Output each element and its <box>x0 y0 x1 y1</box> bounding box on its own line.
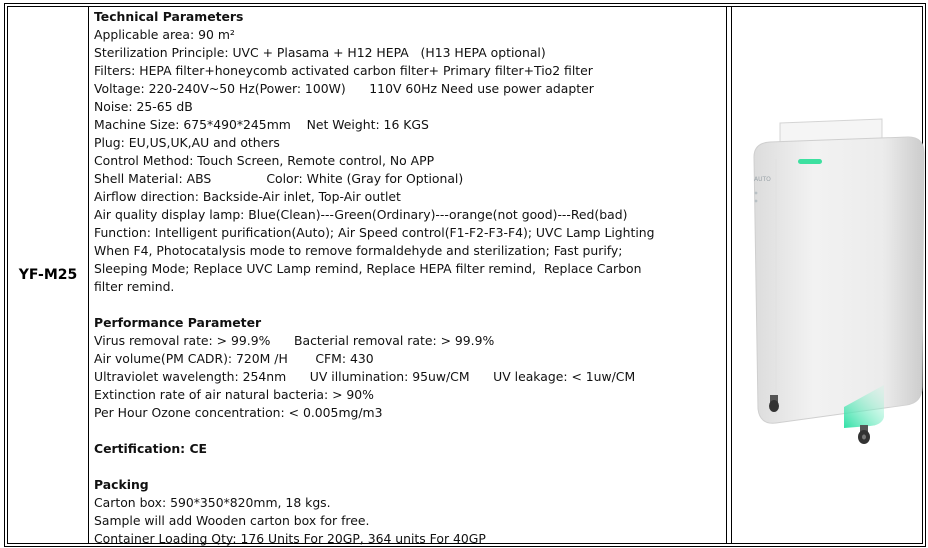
spacer <box>94 422 726 440</box>
technical-line: filter remind. <box>94 279 175 294</box>
specs-cell <box>89 7 727 546</box>
control-panel-label: AUTO <box>754 176 771 183</box>
packing-line: Container Loading Qty: 176 Units For 20GP, 364 units For 40GP <box>94 531 486 546</box>
performance-heading: Performance Parameter <box>94 315 262 330</box>
technical-line: Noise: 25-65 dB <box>94 99 193 114</box>
technical-line: Filters: HEPA filter+honeycomb activated carbon filter+ Primary filter+Tio2 filter <box>94 63 593 78</box>
control-dot-shape <box>755 200 758 203</box>
performance-line: Per Hour Ozone concentration: < 0.005mg/m3 <box>94 405 383 420</box>
performance-line: Extinction rate of air natural bacteria: > 90% <box>94 387 374 402</box>
side-panel-shape <box>890 137 924 407</box>
technical-line: Applicable area: 90 m² <box>94 27 235 42</box>
technical-line: Air quality display lamp: Blue(Clean)---Green(Ordinary)---orange(not good)---Red(bad) <box>94 207 628 222</box>
model-name: YF-M25 <box>18 267 78 283</box>
performance-line: Virus removal rate: > 99.9% Bacterial removal rate: > 99.9% <box>94 333 495 348</box>
technical-line: Shell Material: ABS Color: White (Gray for Optional) <box>94 171 464 186</box>
technical-line: Control Method: Touch Screen, Remote control, No APP <box>94 153 435 168</box>
technical-heading: Technical Parameters <box>94 9 244 24</box>
spec-table-inner <box>7 6 923 544</box>
performance-line: Ultraviolet wavelength: 254nm UV illumination: 95uw/CM UV leakage: < 1uw/CM <box>94 369 636 384</box>
model-cell <box>8 7 89 543</box>
air-purifier-image <box>732 7 928 547</box>
wheel-left-shape <box>769 400 779 412</box>
control-dot-shape <box>755 192 758 195</box>
spacer <box>94 296 726 314</box>
technical-line: Machine Size: 675*490*245mm Net Weight: 16 KGS <box>94 117 429 132</box>
product-image-cell <box>731 7 922 543</box>
technical-line: Sleeping Mode; Replace UVC Lamp remind, Replace HEPA filter remind, Replace Carbon <box>94 261 642 276</box>
technical-line: Plug: EU,US,UK,AU and others <box>94 135 280 150</box>
spacer <box>94 458 726 476</box>
wheel-hub-shape <box>862 435 866 440</box>
technical-line: When F4, Photocatalysis mode to remove formaldehyde and sterilization; Fast purify; <box>94 243 623 258</box>
performance-line: Air volume(PM CADR): 720M /H CFM: 430 <box>94 351 374 366</box>
packing-line: Carton box: 590*350*820mm, 18 kgs. <box>94 495 331 510</box>
technical-line: Voltage: 220-240V~50 Hz(Power: 100W) 110V 60Hz Need use power adapter <box>94 81 594 96</box>
indicator-glow-shape <box>798 159 822 164</box>
technical-line: Sterilization Principle: UVC + Plasama + H12 HEPA (H13 HEPA optional) <box>94 45 546 60</box>
packing-line: Sample will add Wooden carton box for free. <box>94 513 370 528</box>
certification-heading: Certification: CE <box>94 441 207 456</box>
technical-line: Function: Intelligent purification(Auto); Air Speed control(F1-F2-F3-F4); UVC Lamp Lighting <box>94 225 655 240</box>
technical-line: Airflow direction: Backside-Air inlet, Top-Air outlet <box>94 189 401 204</box>
packing-heading: Packing <box>94 477 149 492</box>
spec-table <box>4 3 926 547</box>
